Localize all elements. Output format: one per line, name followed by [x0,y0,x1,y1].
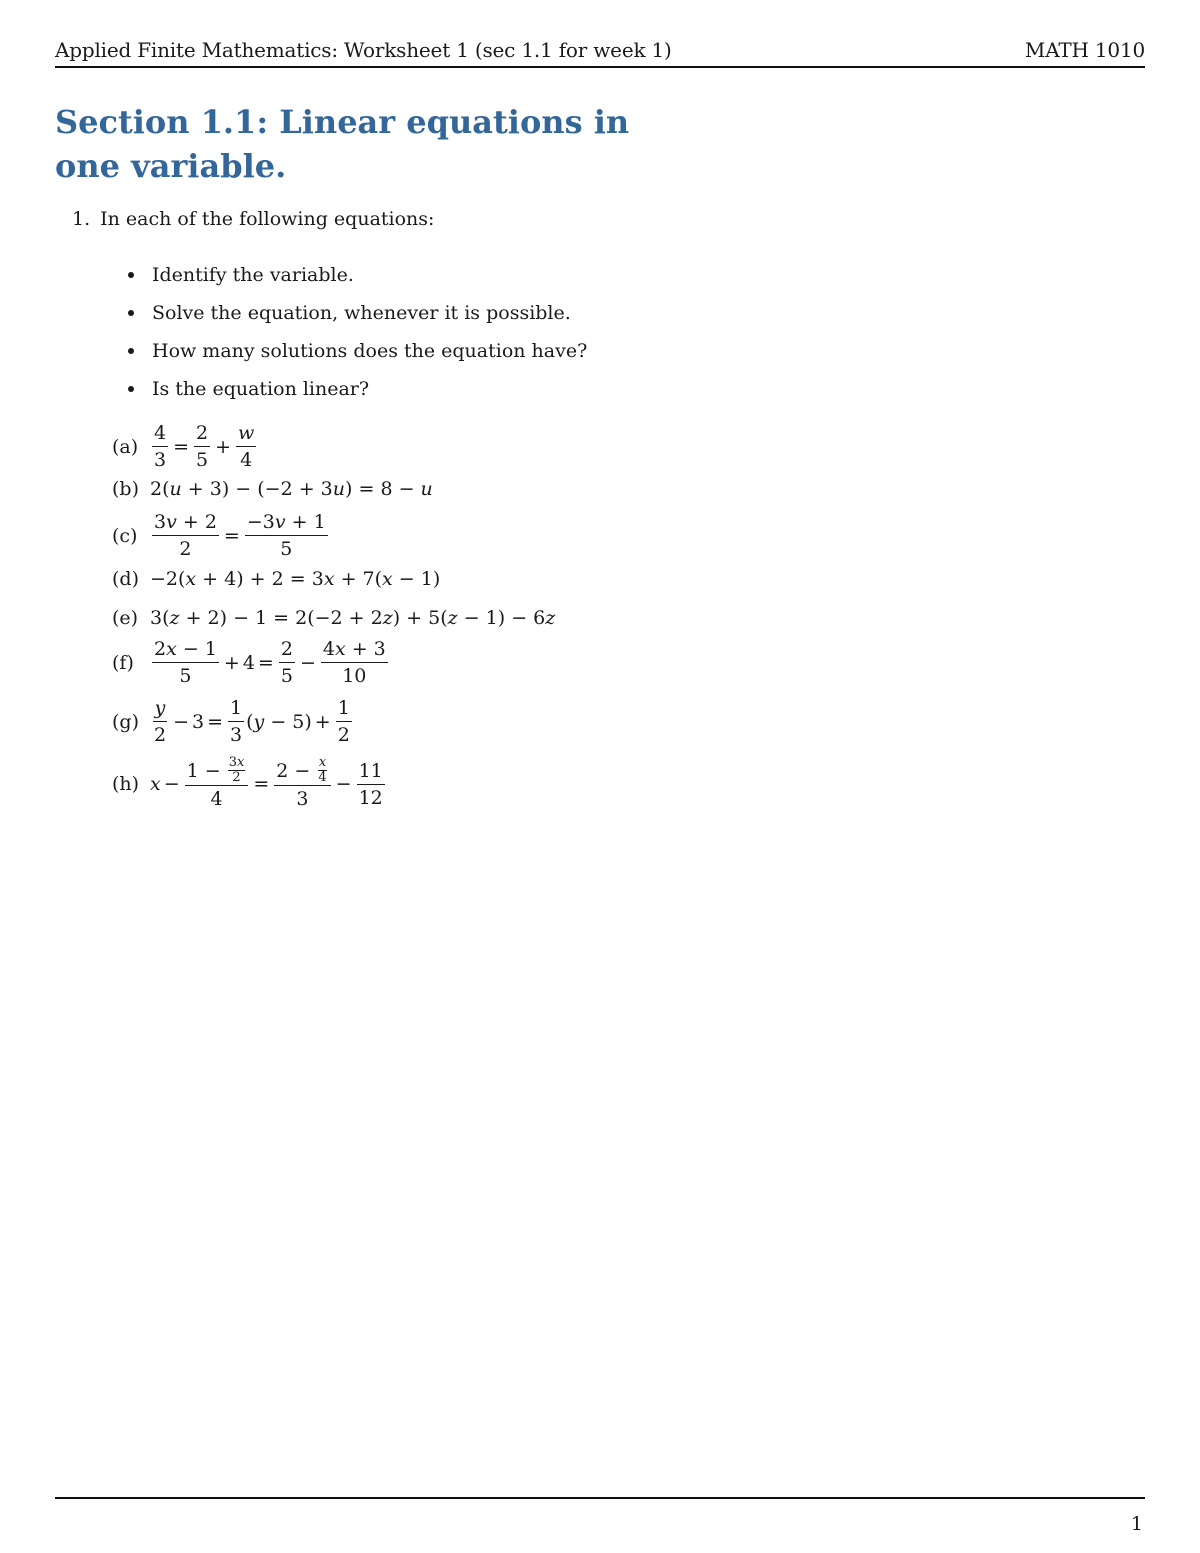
bullet-icon [128,348,134,354]
equation-d [112,568,440,590]
header-title: Applied Finite Mathematics: Worksheet 1 (sec 1.1 for week 1) [55,38,672,62]
instruction-list [128,256,587,408]
equation-math: $\frac{2x - 1}{5}$ + 4 = $\frac{2}{5}$ − $\frac{4x + 3}{10}$ [154,638,386,687]
equation-a [112,420,258,473]
equation-math: −2( x + 4) + 2 = 3 x + 7( x − 1) [150,568,441,590]
equation-f [112,636,390,689]
header-rule [55,66,1145,68]
equation-math: $\frac{4}{3}$ = $\frac{2}{5}$ + $\frac{w}{4}$ [154,422,255,471]
equation-math: x − 1 − $\frac{3x}{2}$ 4 = 2 − $\frac{x}{4}$ 3 − $\frac{11}{12}$ [150,755,383,810]
section-title-line2: one variable. [55,147,287,185]
equation-c [112,509,330,562]
list-item: How many solutions does the equation have? [128,332,587,370]
equation-label: (d) [112,568,139,590]
equation-math: $\frac{y}{2}$ − 3 = $\frac{1}{3}$ ( y − 5) + $\frac{1}{2}$ [154,697,350,746]
bullet-icon [128,272,134,278]
list-item: Solve the equation, whenever it is possible. [128,294,587,332]
course-code: MATH 1010 [1024,38,1145,62]
equation-label: (e) [112,607,139,629]
running-header [55,38,1145,62]
list-item: Is the equation linear? [128,370,587,408]
footer-rule [55,1497,1145,1499]
question-prompt: In each of the following equations: [100,208,435,230]
equation-g [112,695,354,748]
page-number: 1 [1130,1513,1143,1535]
equation-label: (h) [112,773,140,795]
bullet-icon [128,386,134,392]
question-1 [72,208,434,230]
equation-math: 2( u + 3) − (−2 + 3 u ) = 8 − u [150,478,433,500]
equation-h [112,756,387,812]
section-title-line1: Section 1.1: Linear equations in [55,103,630,141]
section-title [55,100,655,188]
equation-label: (c) [112,524,138,547]
equation-math: $\frac{3v + 2}{2}$ = $\frac{-3v + 1}{5}$ [154,511,326,560]
list-item: Identify the variable. [128,256,587,294]
equation-label: (b) [112,478,139,500]
question-number: 1. [72,208,91,230]
equation-math: 3( z + 2) − 1 = 2(−2 + 2 z ) + 5( z − 1) − 6 z [150,607,556,629]
equation-e [112,607,555,629]
equation-label: (a) [112,435,139,458]
equation-b [112,478,433,500]
bullet-icon [128,310,134,316]
equation-label: (f) [112,651,134,674]
equation-label: (g) [112,710,139,733]
